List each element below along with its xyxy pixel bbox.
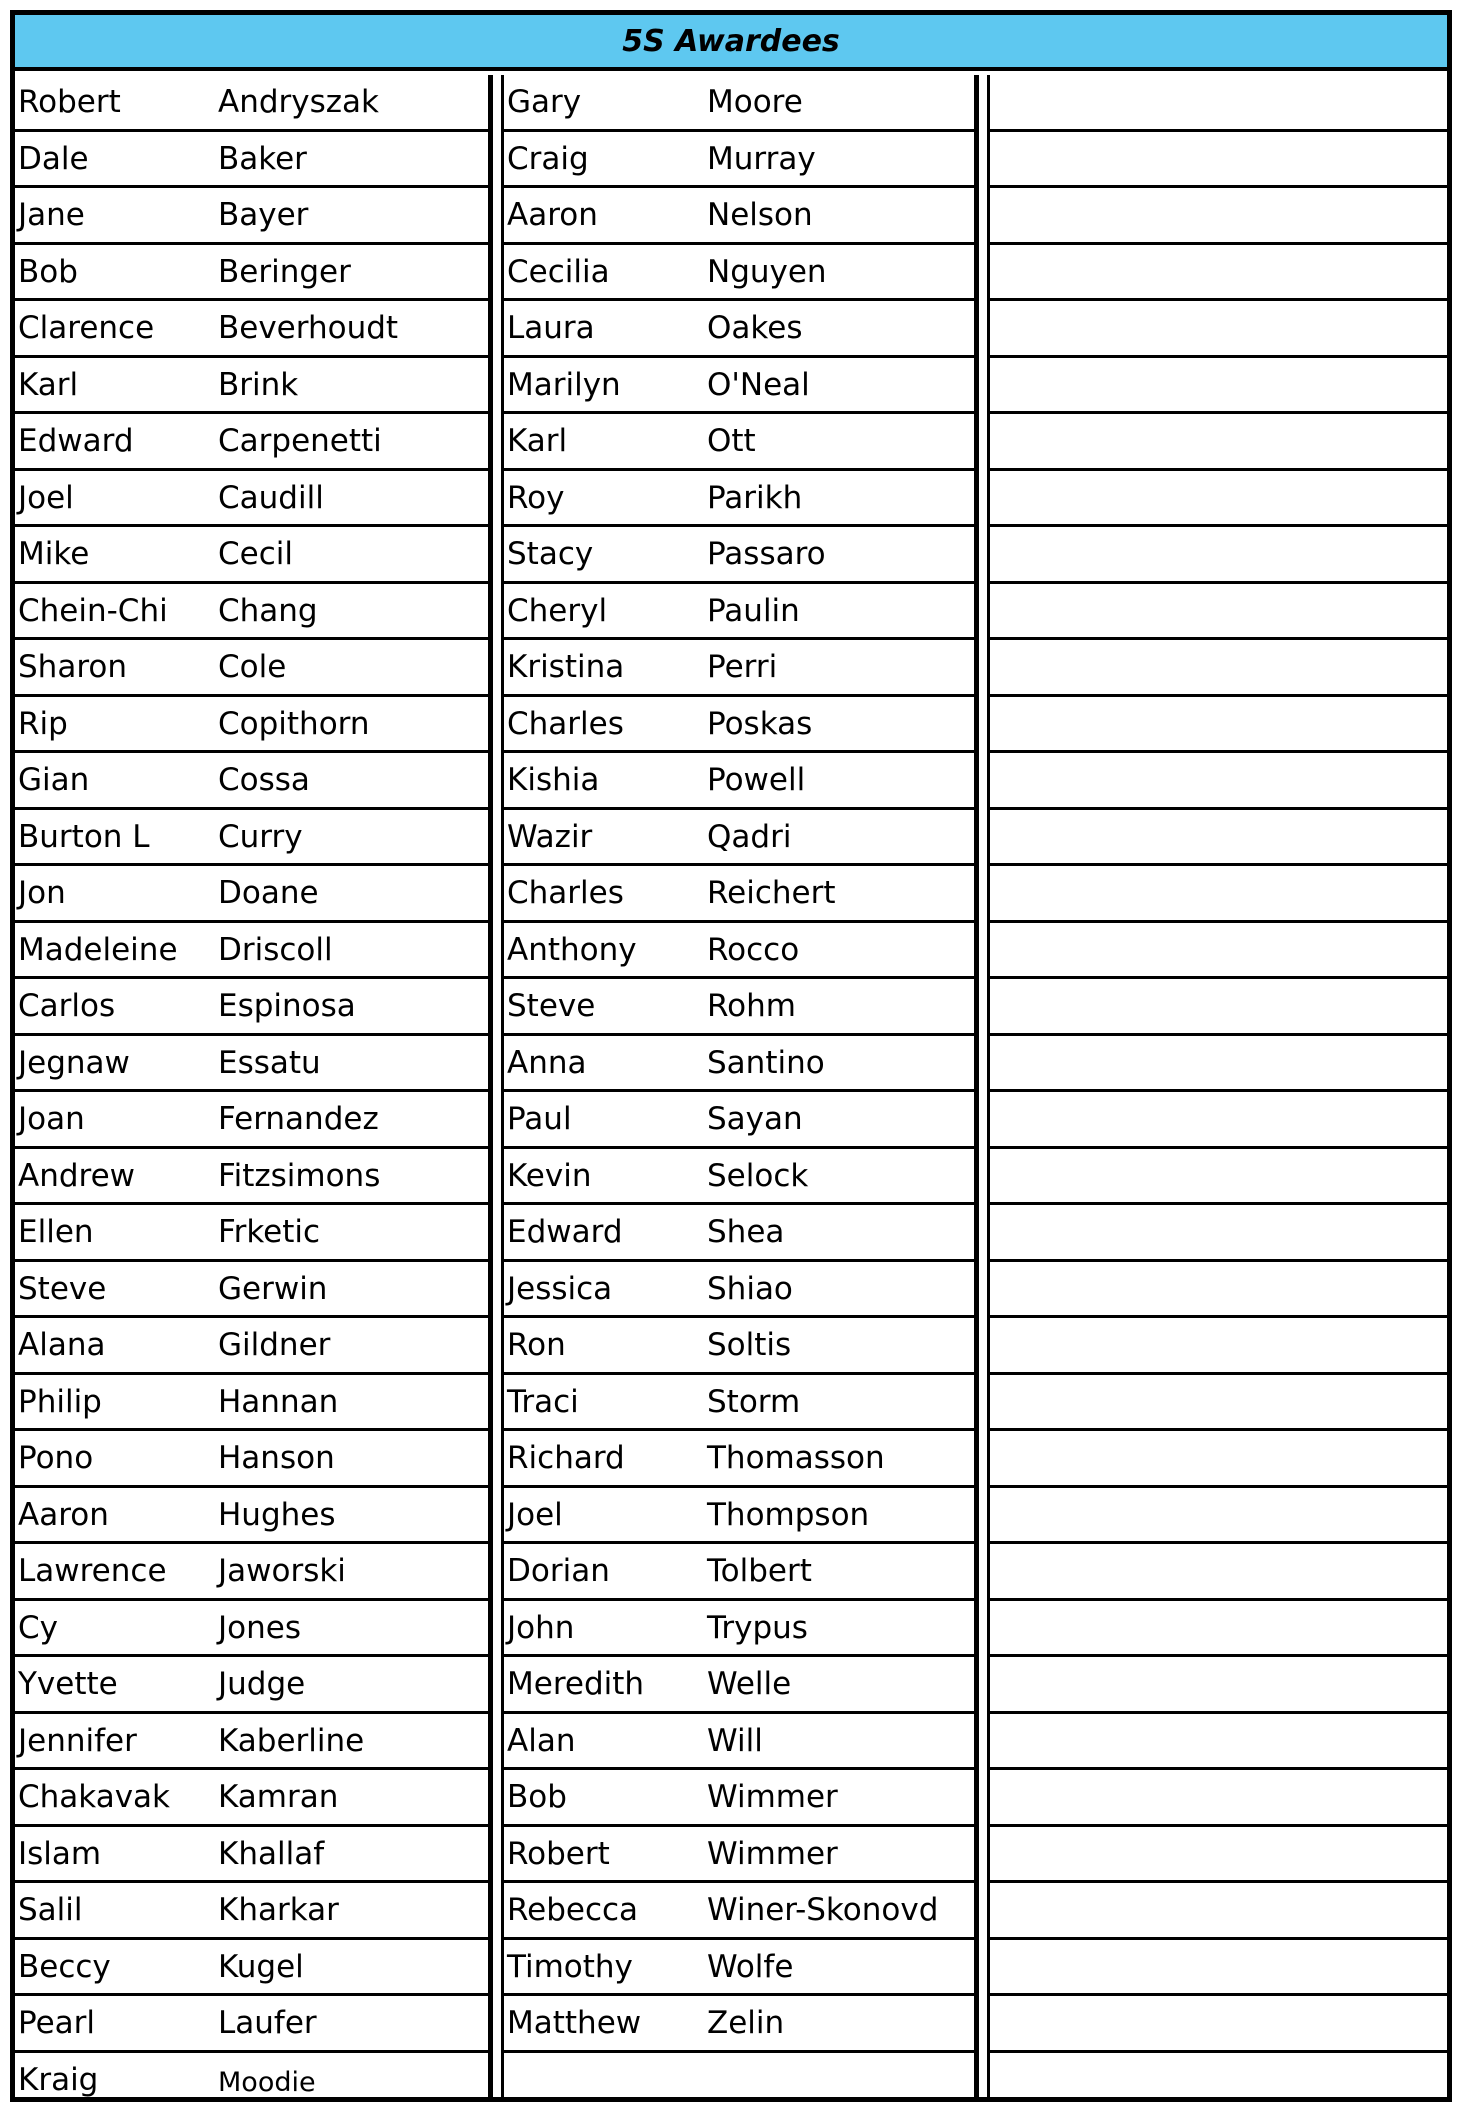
first-name: Ellen (18, 1214, 94, 1250)
table-row (990, 979, 1447, 1036)
table-row (15, 584, 488, 641)
first-name: Wazir (507, 818, 593, 855)
last-name: Murray (707, 140, 816, 177)
table-row (15, 1318, 488, 1375)
last-name: Kharkar (218, 1892, 339, 1928)
last-name: Frketic (218, 1214, 321, 1250)
table-row (15, 75, 488, 132)
first-name: Richard (507, 1440, 625, 1476)
table-row (990, 1601, 1447, 1658)
table-row (990, 1770, 1447, 1827)
last-name: Soltis (707, 1327, 792, 1363)
first-name: Ron (507, 1327, 566, 1363)
first-name: Philip (18, 1383, 102, 1420)
table-row (504, 527, 974, 584)
table-row (504, 866, 974, 923)
table-row (504, 245, 974, 302)
table-row (504, 75, 974, 132)
first-name: Kevin (507, 1157, 592, 1194)
last-name: Passaro (707, 536, 826, 572)
last-name: Judge (218, 1666, 306, 1702)
first-name: Yvette (18, 1666, 118, 1702)
first-name: Robert (507, 1835, 610, 1872)
table-row (15, 923, 488, 980)
last-name: Tolbert (707, 1553, 812, 1589)
last-name: Fitzsimons (218, 1157, 381, 1194)
table-row (990, 584, 1447, 641)
first-name: Marilyn (507, 366, 621, 403)
first-name: Kraig (18, 2061, 99, 2098)
table-row (504, 1544, 974, 1601)
first-name: Salil (18, 1892, 83, 1928)
last-name: Bayer (218, 197, 309, 233)
table-row (504, 640, 974, 697)
first-name: Robert (18, 84, 121, 120)
table-row (990, 1940, 1447, 1997)
last-name: Brink (218, 366, 299, 403)
last-name: Kamran (218, 1779, 339, 1815)
table-row (990, 697, 1447, 754)
table-row (990, 1657, 1447, 1714)
first-name: Dorian (507, 1553, 610, 1589)
table-row (990, 1883, 1447, 1940)
first-name: Beccy (18, 1948, 111, 1985)
first-name: Andrew (18, 1157, 136, 1194)
table-row (15, 1996, 488, 2053)
last-name: Hughes (218, 1496, 336, 1533)
table-row (15, 414, 488, 471)
last-name: Andryszak (218, 84, 379, 120)
first-name: Timothy (507, 1948, 633, 1985)
table-row (15, 301, 488, 358)
table-row (15, 753, 488, 810)
table-row (15, 1940, 488, 1997)
first-name: Rip (18, 705, 68, 742)
first-name: Traci (507, 1383, 579, 1420)
table-row (504, 1714, 974, 1771)
first-name: Mike (18, 536, 90, 572)
last-name: Ott (707, 423, 756, 459)
last-name: Thompson (707, 1496, 870, 1533)
table-row (15, 1375, 488, 1432)
table-row (15, 1036, 488, 1093)
first-name: Charles (507, 875, 624, 911)
last-name: Curry (218, 818, 303, 855)
last-name: Powell (707, 762, 806, 798)
last-name: Moodie (218, 2066, 316, 2098)
last-name: Paulin (707, 592, 800, 629)
last-name: Poskas (707, 705, 813, 742)
first-name: Pearl (18, 2005, 96, 2041)
last-name: Shea (707, 1214, 785, 1250)
last-name: Jones (218, 1609, 301, 1646)
table-row (990, 1092, 1447, 1149)
table-row (15, 1488, 488, 1545)
first-name: Burton L (18, 818, 150, 855)
table-row (990, 1036, 1447, 1093)
last-name: Beringer (218, 253, 351, 290)
first-name: Alana (18, 1327, 106, 1363)
last-name: Qadri (707, 818, 792, 855)
first-name: Joel (18, 479, 74, 516)
last-name: Espinosa (218, 988, 356, 1024)
last-name: Gildner (218, 1327, 331, 1363)
first-name: Joan (18, 1101, 85, 1137)
table-row (990, 245, 1447, 302)
first-name: Anthony (507, 931, 637, 968)
table-row (15, 1770, 488, 1827)
table-row (990, 753, 1447, 810)
last-name: Cossa (218, 762, 310, 798)
last-name: Trypus (707, 1609, 808, 1646)
table-row (15, 866, 488, 923)
table-row (15, 245, 488, 302)
first-name: Joel (507, 1496, 563, 1533)
first-name: Carlos (18, 988, 116, 1024)
table-row (504, 1601, 974, 1658)
table-row (15, 1262, 488, 1319)
last-name: Sayan (707, 1101, 803, 1137)
last-name: Wolfe (707, 1948, 794, 1985)
first-name: Rebecca (507, 1892, 639, 1928)
last-name: Hanson (218, 1440, 335, 1476)
table-row (504, 1488, 974, 1545)
table-row (15, 1714, 488, 1771)
last-name: Welle (707, 1666, 792, 1702)
table-row (504, 1996, 974, 2053)
table-row (504, 1770, 974, 1827)
table-row (15, 810, 488, 867)
table-row (15, 979, 488, 1036)
first-name: Bob (18, 253, 78, 290)
table-row (504, 301, 974, 358)
name-column-2 (501, 75, 979, 2097)
table-row (504, 979, 974, 1036)
table-row (990, 923, 1447, 980)
last-name: Rohm (707, 988, 796, 1024)
table-row (15, 640, 488, 697)
last-name: Baker (218, 140, 307, 177)
table-row (990, 866, 1447, 923)
table-row (990, 1714, 1447, 1771)
table-row (15, 527, 488, 584)
table-row (504, 1375, 974, 1432)
name-column-3 (987, 75, 1447, 2097)
table-row (990, 188, 1447, 245)
table-row (15, 1883, 488, 1940)
table-row (504, 1092, 974, 1149)
last-name: Thomasson (707, 1440, 885, 1476)
table-row (504, 1036, 974, 1093)
first-name: Jegnaw (18, 1044, 130, 1081)
last-name: Wimmer (707, 1835, 838, 1872)
table-row (990, 1544, 1447, 1601)
last-name: Jaworski (218, 1553, 346, 1589)
name-column-1 (15, 75, 493, 2097)
first-name: Stacy (507, 536, 594, 572)
table-row (990, 1149, 1447, 1206)
first-name: Dale (18, 140, 89, 177)
first-name: Meredith (507, 1666, 645, 1702)
last-name: Nelson (707, 197, 813, 233)
first-name: Jon (18, 875, 66, 911)
last-name: Storm (707, 1383, 801, 1420)
last-name: Wimmer (707, 1779, 838, 1815)
table-row (990, 527, 1447, 584)
last-name: Cole (218, 649, 287, 685)
table-row (504, 753, 974, 810)
first-name: Jane (18, 197, 85, 233)
first-name: Sharon (18, 649, 127, 685)
table-row (504, 1431, 974, 1488)
table-row (15, 1092, 488, 1149)
table-row (504, 810, 974, 867)
table-row (504, 584, 974, 641)
table-row (504, 471, 974, 528)
table-row (990, 810, 1447, 867)
first-name: Charles (507, 705, 624, 742)
first-name: Karl (18, 366, 79, 403)
table-row (15, 1544, 488, 1601)
table-row (504, 188, 974, 245)
table-row (990, 132, 1447, 189)
table-row (990, 414, 1447, 471)
table-row (504, 358, 974, 415)
first-name: John (507, 1609, 575, 1646)
last-name: Driscoll (218, 931, 333, 968)
table-row (15, 1431, 488, 1488)
table-row (15, 697, 488, 754)
table-row (504, 1657, 974, 1714)
first-name: Karl (507, 423, 568, 459)
last-name: Cecil (218, 536, 293, 572)
table-row (990, 2053, 1447, 2109)
first-name: Islam (18, 1835, 102, 1872)
table-title: 5S Awardees (15, 15, 1447, 71)
last-name: Fernandez (218, 1101, 379, 1137)
table-row (990, 640, 1447, 697)
table-row (990, 1996, 1447, 2053)
first-name: Steve (507, 988, 596, 1024)
first-name: Kristina (507, 649, 625, 685)
last-name: O'Neal (707, 366, 810, 403)
awardees-table (10, 10, 1452, 2102)
table-row (990, 1318, 1447, 1375)
table-row (15, 2053, 488, 2109)
table-row (990, 1431, 1447, 1488)
first-name: Gian (18, 762, 90, 798)
table-row (504, 132, 974, 189)
last-name: Parikh (707, 479, 803, 516)
last-name: Kugel (218, 1948, 304, 1985)
first-name: Edward (18, 423, 134, 459)
table-row (990, 358, 1447, 415)
first-name: Edward (507, 1214, 623, 1250)
table-row (504, 697, 974, 754)
first-name: Aaron (507, 197, 598, 233)
last-name: Zelin (707, 2005, 785, 2041)
first-name: Laura (507, 310, 595, 346)
last-name: Chang (218, 592, 318, 629)
last-name: Reichert (707, 875, 836, 911)
first-name: Chein-Chi (18, 592, 168, 629)
last-name: Rocco (707, 931, 800, 968)
table-row (504, 1318, 974, 1375)
table-row (504, 1940, 974, 1997)
last-name: Copithorn (218, 705, 370, 742)
last-name: Gerwin (218, 1270, 328, 1307)
first-name: Paul (507, 1101, 572, 1137)
table-row (15, 1149, 488, 1206)
table-row (990, 1262, 1447, 1319)
first-name: Craig (507, 140, 589, 177)
table-row (15, 1601, 488, 1658)
table-row (990, 301, 1447, 358)
last-name: Kaberline (218, 1722, 365, 1759)
last-name: Nguyen (707, 253, 827, 290)
first-name: Aaron (18, 1496, 109, 1533)
first-name: Madeleine (18, 931, 178, 968)
first-name: Jessica (507, 1270, 613, 1307)
first-name: Matthew (507, 2005, 642, 2041)
table-row (15, 132, 488, 189)
table-row (504, 1149, 974, 1206)
first-name: Pono (18, 1440, 94, 1476)
table-row (504, 1827, 974, 1884)
first-name: Anna (507, 1044, 587, 1081)
last-name: Doane (218, 875, 319, 911)
last-name: Will (707, 1722, 763, 1759)
first-name: Roy (507, 479, 565, 516)
last-name: Khallaf (218, 1835, 325, 1872)
first-name: Cecilia (507, 253, 610, 290)
table-row (15, 471, 488, 528)
last-name: Beverhoudt (218, 310, 399, 346)
table-row (504, 414, 974, 471)
last-name: Santino (707, 1044, 825, 1081)
first-name: Cheryl (507, 592, 608, 629)
table-row (15, 188, 488, 245)
table-row (15, 1827, 488, 1884)
table-row (504, 1883, 974, 1940)
first-name: Alan (507, 1722, 576, 1759)
first-name: Lawrence (18, 1553, 167, 1589)
table-row (990, 1205, 1447, 1262)
first-name: Bob (507, 1779, 567, 1815)
table-row (15, 1657, 488, 1714)
first-name: Gary (507, 84, 582, 120)
table-row (990, 1375, 1447, 1432)
table-row (990, 1827, 1447, 1884)
last-name: Perri (707, 649, 778, 685)
first-name: Clarence (18, 310, 155, 346)
table-row (990, 1488, 1447, 1545)
table-row (504, 1262, 974, 1319)
last-name: Hannan (218, 1383, 339, 1420)
last-name: Winer-Skonovd (707, 1892, 939, 1928)
first-name: Chakavak (18, 1779, 170, 1815)
first-name: Steve (18, 1270, 107, 1307)
table-columns (15, 75, 1447, 2097)
first-name: Cy (18, 1609, 58, 1646)
last-name: Moore (707, 84, 803, 120)
table-row (990, 75, 1447, 132)
table-row (504, 1205, 974, 1262)
last-name: Shiao (707, 1270, 793, 1307)
first-name: Kishia (507, 762, 600, 798)
last-name: Oakes (707, 310, 803, 346)
table-row (15, 1205, 488, 1262)
table-row (15, 358, 488, 415)
table-row (990, 471, 1447, 528)
table-row (504, 2053, 974, 2109)
last-name: Selock (707, 1157, 809, 1194)
table-row (504, 923, 974, 980)
last-name: Laufer (218, 2005, 317, 2041)
last-name: Caudill (218, 479, 324, 516)
last-name: Essatu (218, 1044, 321, 1081)
first-name: Jennifer (18, 1722, 137, 1759)
last-name: Carpenetti (218, 423, 382, 459)
